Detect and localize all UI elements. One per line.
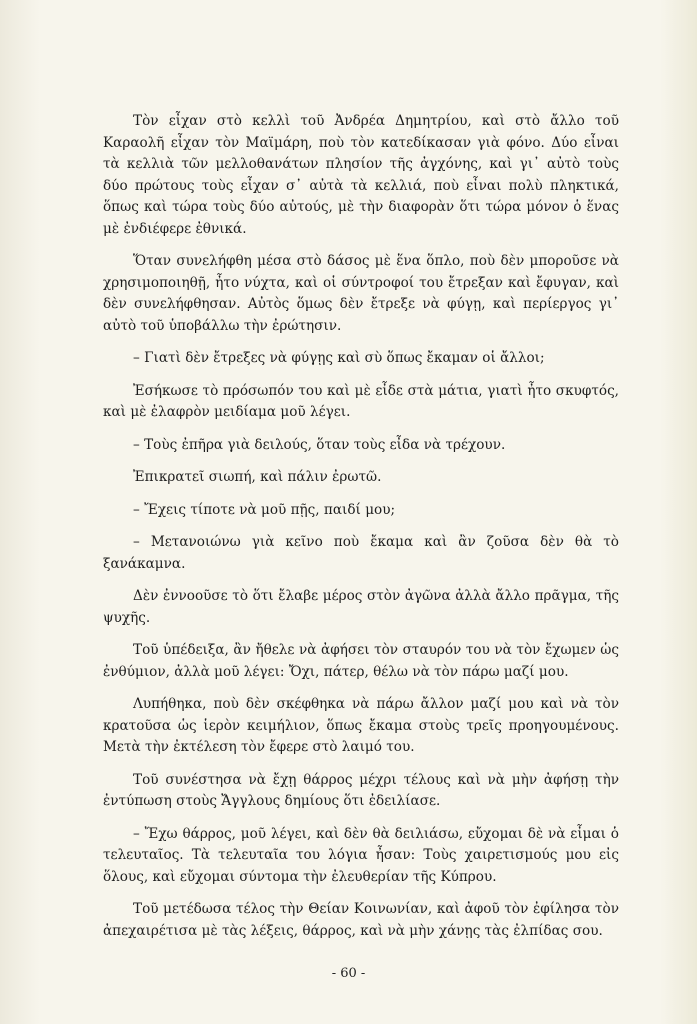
paragraph: – Γιατὶ δὲν ἔτρεξες νὰ φύγῃς καὶ σὺ ὅπως ἔκαμαν οἱ ἄλλοι; (133, 350, 545, 366)
paragraph: – Ἔχεις τίποτε νὰ μοῦ πῇς, παιδί μου; (133, 501, 396, 518)
paragraph: Τὸν εἶχαν στὸ κελλὶ τοῦ Ἀνδρέα Δημητρίου, καὶ στὸ ἄλλο τοῦ Καραολῆ εἶχαν τὸν Μαϊμάρη, ποὺ τὸν κατεδίκασαν γιὰ φόνο. Δύο εἶναι τὰ κελλιὰ τῶν μελλοθανάτων πλησίον τῆς ἀγχόνης, καὶ γι᾿ αὐτὸ τοὺς δύο πρώτους τοὺς εἶχαν σ᾿ αὐτὰ τὰ κελλιά, ποὺ εἶναι πολὺ πληκτικά, ὅπως καὶ τώρα τοὺς δύο αὐτούς, μὲ τὴν διαφορὰν ὅτι τώρα μόνον ὁ ἕνας μὲ ἐνδιέφερε ἐθνικά. (103, 113, 619, 237)
body-text (103, 111, 619, 953)
paragraph: – Μετανοιώνω γιὰ κεῖνο ποὺ ἔκαμα καὶ ἂν ζοῦσα δὲν θὰ τὸ ξανάκαμνα. (103, 534, 619, 572)
paragraph: Ἐσήκωσε τὸ πρόσωπόν του καὶ μὲ εἶδε στὰ μάτια, γιατὶ ἦτο σκυφτός, καὶ μὲ ἐλαφρὸν μειδίαμα μοῦ λέγει. (103, 382, 619, 420)
paragraph: – Τοὺς ἐπῆρα γιὰ δειλούς, ὅταν τοὺς εἶδα νὰ τρέχουν. (133, 436, 506, 453)
paragraph: Τοῦ ὑπέδειξα, ἂν ἤθελε νὰ ἀφήσει τὸν σταυρόν του νὰ τὸν ἔχωμεν ὡς ἐνθύμιον, ἀλλὰ μοῦ λέγει: Ὄχι, πάτερ, θέλω νὰ τὸν πάρω μαζί μου. (103, 642, 619, 680)
paragraph: Δὲν ἐννοοῦσε τὸ ὅτι ἔλαβε μέρος στὸν ἀγῶνα ἀλλὰ ἄλλο πρᾶγμα, τῆς ψυχῆς. (103, 588, 619, 626)
page-number: - 60 - (331, 966, 366, 981)
paragraph: Τοῦ συνέστησα νὰ ἔχῃ θάρρος μέχρι τέλους καὶ νὰ μὴν ἀφήσῃ τὴν ἐντύπωση στοὺς Ἄγγλους δημίους ὅτι ἐδειλίασε. (103, 771, 619, 809)
paragraph: Ὅταν συνελήφθη μέσα στὸ δάσος μὲ ἕνα ὅπλο, ποὺ δὲν μποροῦσε νὰ χρησιμοποιηθῇ, ἦτο νύχτα, καὶ οἱ σύντροφοί του ἔτρεξαν καὶ ἔφυγαν, καὶ δὲν συνελήφθησαν. Αὐτὸς ὅμως δὲν ἔτρεξε νὰ φύγῃ, καὶ περίεργος γι᾿ αὐτὸ τοῦ ὑποβάλλω τὴν ἐρώτησιν. (103, 253, 619, 334)
paragraph: Τοῦ μετέδωσα τέλος τὴν Θείαν Κοινωνίαν, καὶ ἀφοῦ τὸν ἐφίλησα τὸν ἀπεχαιρέτισα μὲ τὰς λέξεις, θάρρος, καὶ νὰ μὴν χάνῃς τὰς ἐλπίδας σου. (103, 901, 619, 939)
paragraph: – Ἔχω θάρρος, μοῦ λέγει, καὶ δὲν θὰ δειλιάσω, εὔχομαι δὲ νὰ εἶμαι ὁ τελευταῖος. Τὰ τελευταῖα του λόγια ἦσαν: Τοὺς χαιρετισμούς μου εἰς ὅλους, καὶ εὔχομαι σύντομα τὴν ἐλευθερίαν τῆς Κύπρου. (103, 825, 619, 885)
paragraph: Λυπήθηκα, ποὺ δὲν σκέφθηκα νὰ πάρω ἄλλον μαζί μου καὶ νὰ τὸν κρατοῦσα ὡς ἱερὸν κειμήλιον, ὅπως ἔκαμα στοὺς τρεῖς προηγουμένους. Μετὰ τὴν ἐκτέλεση τὸν ἔφερε στὸ λαιμό του. (103, 696, 619, 755)
paragraph: Ἐπικρατεῖ σιωπή, καὶ πάλιν ἐρωτῶ. (133, 469, 382, 485)
